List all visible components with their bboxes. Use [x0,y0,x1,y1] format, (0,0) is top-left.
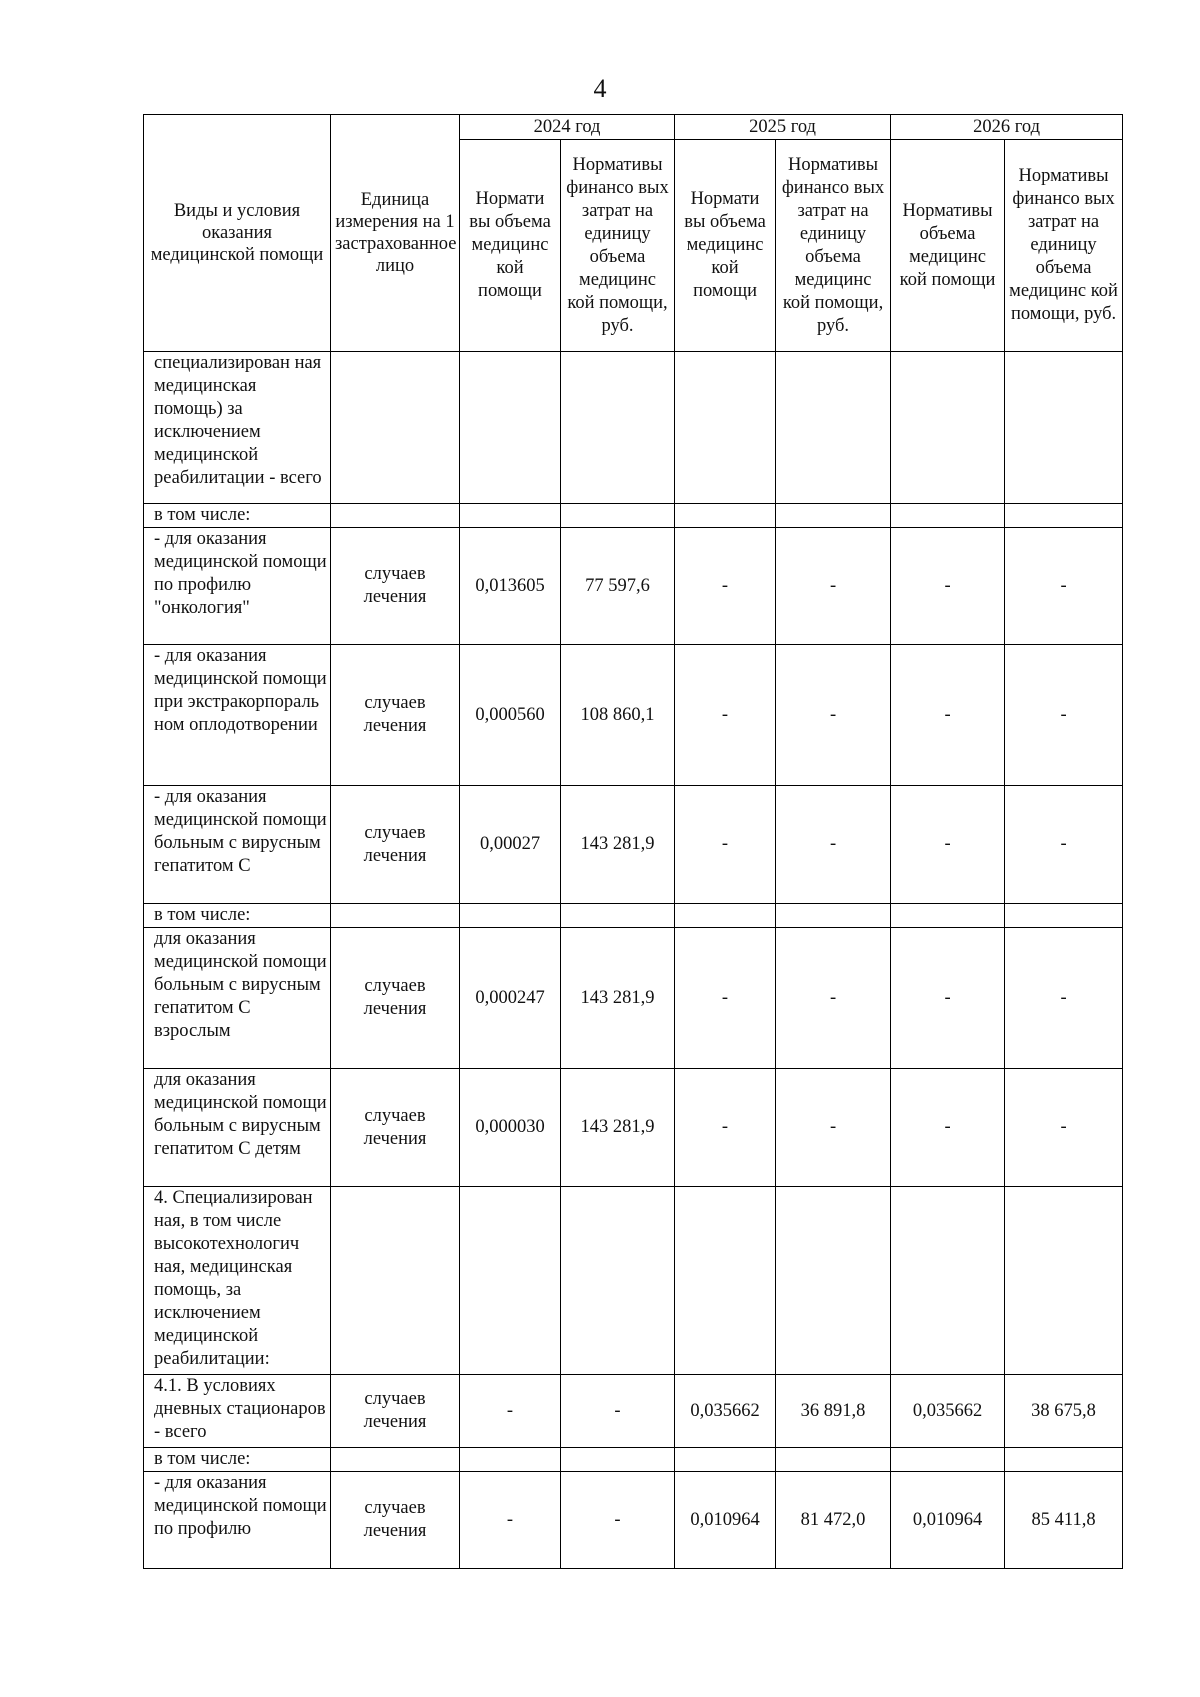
page-number: 4 [593,74,607,103]
cost-2025-cell: - [776,645,891,786]
volume-2026-cell [891,904,1005,928]
table-body [144,352,1123,1569]
header-year-2024: 2024 год [460,115,675,140]
volume-2025-cell: 0,035662 [675,1375,776,1448]
header-cost-2024: Нормативы финансо вых затрат на единицу объема медицинс кой помощи, руб. [561,140,675,352]
cost-2026-cell [1005,1448,1123,1472]
unit-cell: случаев лечения [331,1375,460,1448]
table-row [144,1448,1123,1472]
header-cost-2025: Нормативы финансо вых затрат на единицу объема медицинс кой помощи, руб. [776,140,891,352]
cost-2025-cell [776,1448,891,1472]
volume-2024-cell: - [460,1375,561,1448]
care-type-cell: - для оказания медицинской помощи по профилю [144,1472,331,1569]
cost-2026-cell: 85 411,8 [1005,1472,1123,1569]
unit-cell [331,904,460,928]
cost-2026-cell [1005,352,1123,504]
cost-2026-cell: - [1005,786,1123,904]
volume-2026-cell: - [891,528,1005,645]
table-row [144,1375,1123,1448]
cost-2024-cell: 143 281,9 [561,786,675,904]
volume-2026-cell: - [891,1069,1005,1187]
cost-2024-cell: 108 860,1 [561,645,675,786]
volume-2025-cell: - [675,1069,776,1187]
cost-2026-cell [1005,504,1123,528]
header-cost-2026: Нормативы финансо вых затрат на единицу объема медицинс кой помощи, руб. [1005,140,1123,352]
care-type-cell: - для оказания медицинской помощи при экстракорпораль ном оплодотворении [144,645,331,786]
table-row [144,352,1123,504]
header-year-2026: 2026 год [891,115,1123,140]
volume-2025-cell [675,504,776,528]
table-row [144,1472,1123,1569]
volume-2024-cell [460,1448,561,1472]
volume-2024-cell: 0,00027 [460,786,561,904]
volume-2025-cell: 0,010964 [675,1472,776,1569]
cost-2025-cell: - [776,528,891,645]
cost-2024-cell: - [561,1375,675,1448]
unit-cell: случаев лечения [331,928,460,1069]
volume-2026-cell: - [891,786,1005,904]
financing-norms-table [143,114,1123,1569]
cost-2024-cell: 77 597,6 [561,528,675,645]
volume-2026-cell [891,1187,1005,1375]
volume-2026-cell: - [891,645,1005,786]
care-type-cell: 4. Специализирован ная, в том числе высокотехнологич ная, медицинская помощь, за исключением медицинской реабилитации: [144,1187,331,1375]
cost-2026-cell [1005,904,1123,928]
care-type-cell: для оказания медицинской помощи больным с вирусным гепатитом С детям [144,1069,331,1187]
volume-2024-cell [460,504,561,528]
care-type-cell: 4.1. В условиях дневных стационаров - всего [144,1375,331,1448]
cost-2024-cell [561,1187,675,1375]
volume-2026-cell [891,504,1005,528]
volume-2026-cell [891,352,1005,504]
cost-2024-cell [561,904,675,928]
cost-2024-cell: 143 281,9 [561,1069,675,1187]
cost-2025-cell: 36 891,8 [776,1375,891,1448]
cost-2026-cell: - [1005,645,1123,786]
header-unit: Единица измерения на 1 застрахованное лицо [331,115,460,352]
cost-2024-cell: - [561,1472,675,1569]
cost-2026-cell [1005,1187,1123,1375]
care-type-cell: - для оказания медицинской помощи по профилю "онкология" [144,528,331,645]
volume-2025-cell: - [675,528,776,645]
volume-2025-cell [675,904,776,928]
cost-2025-cell [776,1187,891,1375]
volume-2026-cell: 0,010964 [891,1472,1005,1569]
cost-2025-cell: - [776,786,891,904]
table-row [144,645,1123,786]
header-year-2025: 2025 год [675,115,891,140]
volume-2024-cell: 0,000560 [460,645,561,786]
cost-2026-cell: - [1005,1069,1123,1187]
volume-2025-cell [675,1187,776,1375]
volume-2025-cell: - [675,645,776,786]
care-type-cell: в том числе: [144,504,331,528]
volume-2024-cell: 0,000030 [460,1069,561,1187]
volume-2024-cell: - [460,1472,561,1569]
cost-2026-cell: - [1005,528,1123,645]
volume-2024-cell [460,904,561,928]
volume-2025-cell: - [675,928,776,1069]
header-volume-2024: Нормати вы объема медицинс кой помощи [460,140,561,352]
care-type-cell: в том числе: [144,904,331,928]
volume-2024-cell [460,352,561,504]
volume-2025-cell: - [675,786,776,904]
table-row [144,504,1123,528]
cost-2024-cell [561,352,675,504]
cost-2026-cell: 38 675,8 [1005,1375,1123,1448]
table-row [144,928,1123,1069]
unit-cell: случаев лечения [331,1069,460,1187]
header-volume-2026: Нормативы объема медицинс кой помощи [891,140,1005,352]
table-row [144,528,1123,645]
unit-cell: случаев лечения [331,1472,460,1569]
volume-2024-cell [460,1187,561,1375]
unit-cell [331,1187,460,1375]
cost-2025-cell [776,904,891,928]
unit-cell [331,352,460,504]
table-row [144,1069,1123,1187]
care-type-cell: - для оказания медицинской помощи больным с вирусным гепатитом С [144,786,331,904]
unit-cell: случаев лечения [331,786,460,904]
cost-2025-cell: - [776,928,891,1069]
cost-2025-cell [776,352,891,504]
unit-cell: случаев лечения [331,645,460,786]
cost-2025-cell: - [776,1069,891,1187]
unit-cell [331,1448,460,1472]
cost-2026-cell: - [1005,928,1123,1069]
volume-2024-cell: 0,000247 [460,928,561,1069]
header-care-type: Виды и условия оказания медицинской помощи [144,115,331,352]
care-type-cell: для оказания медицинской помощи больным с вирусным гепатитом С взрослым [144,928,331,1069]
volume-2024-cell: 0,013605 [460,528,561,645]
unit-cell [331,504,460,528]
care-type-cell: в том числе: [144,1448,331,1472]
care-type-cell: специализирован ная медицинская помощь) за исключением медицинской реабилитации - всего [144,352,331,504]
cost-2024-cell: 143 281,9 [561,928,675,1069]
cost-2024-cell [561,1448,675,1472]
header-volume-2025: Нормати вы объема медицинс кой помощи [675,140,776,352]
unit-cell: случаев лечения [331,528,460,645]
table-row [144,1187,1123,1375]
volume-2026-cell: - [891,928,1005,1069]
volume-2026-cell [891,1448,1005,1472]
cost-2025-cell: 81 472,0 [776,1472,891,1569]
volume-2026-cell: 0,035662 [891,1375,1005,1448]
volume-2025-cell [675,1448,776,1472]
cost-2024-cell [561,504,675,528]
table-row [144,904,1123,928]
table-row [144,786,1123,904]
cost-2025-cell [776,504,891,528]
volume-2025-cell [675,352,776,504]
